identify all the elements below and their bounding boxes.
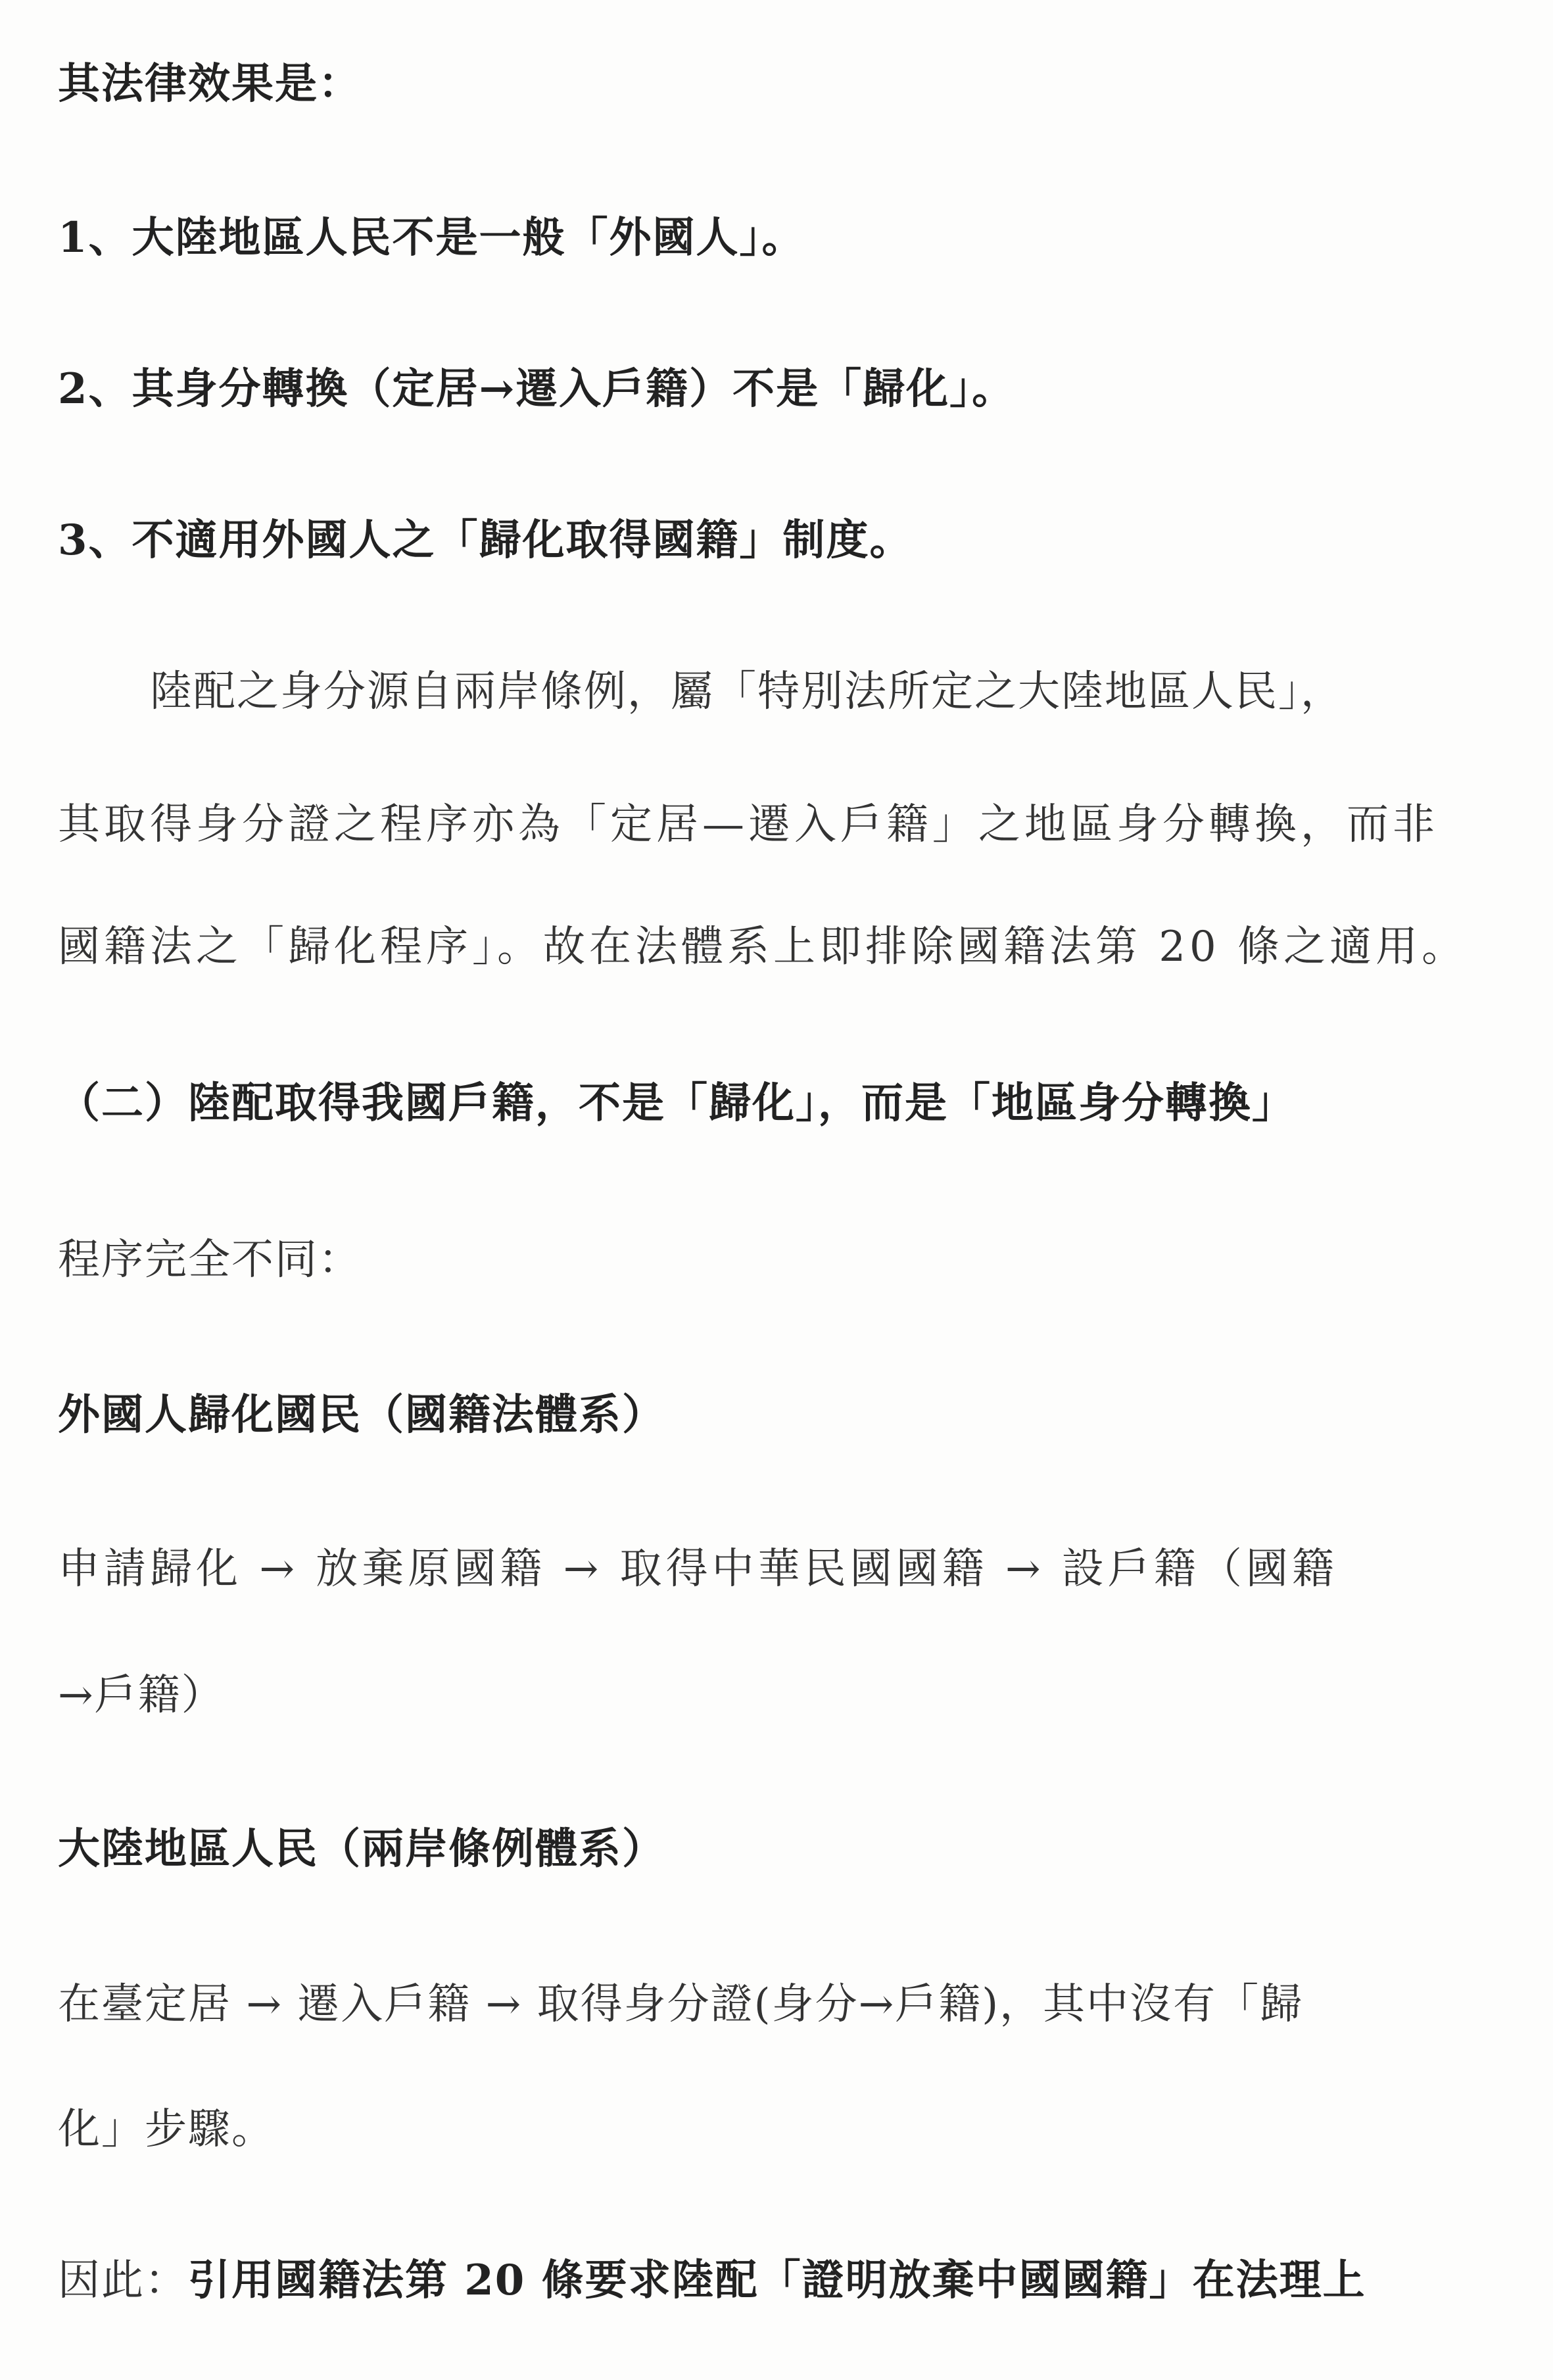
conclusion-prefix: 因此： [58,2256,188,2305]
paragraph-line-3: 國籍法之「歸化程序」。故在法體系上即排除國籍法第 20 條之適用。 [58,923,1468,971]
paragraph-line-1: 陸配之身分源自兩岸條例，屬「特別法所定之大陸地區人民」， [150,668,1344,716]
foreigner-steps-line-2: →戶籍） [58,1671,225,1720]
mainland-heading: 大陸地區人民（兩岸條例體系） [58,1824,665,1874]
section-heading: （二）陸配取得我國戶籍，不是「歸化」，而是「地區身分轉換」 [58,1079,1295,1128]
mainland-steps-line-2: 化」步驟。 [58,2105,275,2154]
mainland-steps-line-1: 在臺定居 → 遷入戶籍 → 取得身分證(身分→戶籍)，其中沒有「歸 [58,1980,1304,2029]
effect-item-1: 1、大陸地區人民不是一般「外國人」。 [58,213,805,262]
conclusion-text: 引用國籍法第 20 條要求陸配「證明放棄中國國籍」在法理上 [188,2256,1366,2305]
procedure-intro: 程序完全不同： [58,1236,362,1284]
intro-heading: 其法律效果是： [58,59,362,109]
foreigner-heading: 外國人歸化國民（國籍法體系） [58,1390,665,1440]
paragraph-line-2: 其取得身分證之程序亦為「定居—遷入戶籍」之地區身分轉換，而非 [58,800,1439,849]
effect-item-2: 2、其身分轉換（定居→遷入戶籍）不是「歸化」。 [58,364,1016,414]
effect-item-3: 3、不適用外國人之「歸化取得國籍」制度。 [58,516,913,565]
foreigner-steps-line-1: 申請歸化 → 放棄原國籍 → 取得中華民國國籍 → 設戶籍（國籍 [58,1545,1338,1593]
conclusion-line [58,2254,1366,2307]
